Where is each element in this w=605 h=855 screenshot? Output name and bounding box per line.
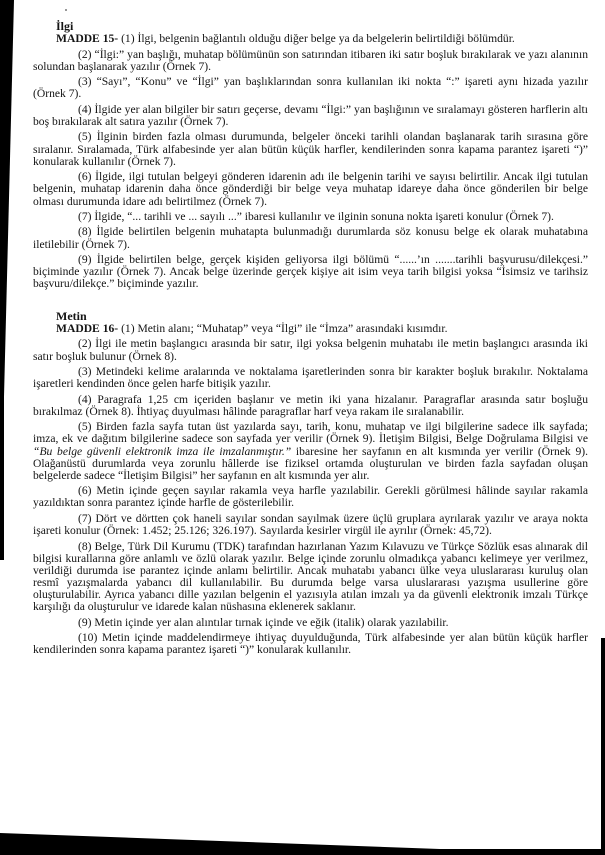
italic-quote: “Bu belge güvenli elektronik imza ile imzalanmıştır.” — [33, 444, 292, 458]
article-paragraph — [33, 323, 588, 335]
paragraph: (10) Metin içinde maddelendirmeye ihtiyaç duyulduğunda, Türk alfabesinde yer alan bütün küçük harfler kendilerinden sonra kapama parantez işareti “)” konularak kullanılır. — [33, 631, 588, 657]
paragraph: (2) İlgi ile metin başlangıcı arasında bir satır, ilgi yoksa belgenin muhatabı ile metin başlangıcı arasında iki satır boşluk bulunur (Örnek 8). — [33, 337, 588, 363]
paragraph-text: (5) Birden fazla sayfa tutan üst yazılarda sayı, tarih, konu, muhatap ve ilgi bilgilerine sadece ilk sayfada; imza, ek ve dağıtım bilgilerine sadece son sayfada yer verilir (Örnek 9). İletişim Bilgisi, Belge Doğrulama Bilgisi ve — [33, 420, 588, 446]
scan-border-bottom-base — [0, 849, 605, 855]
paragraph-text: (1) İlgi, belgenin bağlantılı olduğu diğer belge ya da belgelerin belirtildiği bölümdür. — [121, 32, 515, 46]
article-paragraph — [33, 33, 588, 45]
paragraph: (4) İlgide yer alan bilgiler bir satırı geçerse, devamı “İlgi:” yan başlığının ve sıralamayı gösteren harflerin altı boş bırakılarak alt satıra yazılır (Örnek 7). — [33, 102, 588, 128]
scan-border-left-strip — [0, 0, 4, 560]
paragraph: (8) Belge, Türk Dil Kurumu (TDK) tarafından hazırlanan Yazım Kılavuzu ve Türkçe Sözlük esas alınarak dil bilgisi kurallarına göre anlamlı ve özlü olarak yazılır. Belge içinde zorunlu olmadıkça yabancı kelimeye yer verilmez, verildiği durumda ise parantez içinde anlamı belirtilir. Ancak muhatabı yabancı ülke veya uluslararası kuruluş olan resmî yazışmalarda yabancı dil kullanılabilir. Bu durumda belge varsa uluslararası yazışma usullerine göre oluşturulabilir. Ayrıca yabancı dille yazılan belgenin el yazısıyla atılan imzalı ya da güvenli elektronik imzalı Türkçe karşılığı da oluşturulur ve idarede kalan nüshasına eklenerek saklanır. — [33, 539, 588, 614]
paragraph: (6) İlgide, ilgi tutulan belgeyi gönderen idarenin adı ile belgenin tarihi ve sayısı belirtilir. Ancak ilgi tutulan belgenin, muhatap idarenin daha önce gönderdiği bir belge veya muhatap idareye daha önce gönderilen bir belge olması durumunda idare adı belirtilmez (Örnek 7). — [33, 170, 588, 208]
paragraph: (4) Paragrafa 1,25 cm içeriden başlanır ve metin iki yana hizalanır. Paragraflar arasında satır boşluğu bırakılmaz (Örnek 8). İhtiyaç duyulması hâlinde paragraflar harf veya rakam ile sıralanabilir. — [33, 392, 588, 418]
paragraph: (3) “Sayı”, “Konu” ve “İlgi” yan başlıklarından sonra kullanılan iki nokta “:” işareti aynı hizada yazılır (Örnek 7). — [33, 75, 588, 101]
paragraph: (3) Metindeki kelime aralarında ve noktalama işaretlerinden sonra bir karakter boşluk bırakılır. Noktalama işaretleri kendinden önce gelen harfe bitişik yazılır. — [33, 365, 588, 391]
paragraph: (9) İlgide belirtilen belge, gerçek kişiden geliyorsa ilgi bölümü “......’ın .......tarihli başvurusu/dilekçesi.” biçiminde yazılır (Örnek 7). Ancak belge üzerinde gerçek kişiye ait isim veya tarih bilgisi yoksa “İsimsiz ve tarihsiz başvuru/dilekçe.” biçiminde yazılır. — [33, 253, 588, 291]
paragraph — [33, 421, 588, 482]
section-ilgi — [33, 20, 588, 291]
paragraph-text: ibaresine her sayfanın en alt kısmında yer verilir (Örnek 9). Olağanüstü durumlarda veya zorunlu hâllerde ise fiziksel ortamda oluşturulan ve birden fazla sayfadan oluşan belgelerde sadece “İletişim Bilgisi” her sayfanın en alt kısmında yer alır. — [33, 444, 588, 482]
paragraph: (2) “İlgi:” yan başlığı, muhatap bölümünün son satırından itibaren iki satır boşluk bırakılarak ve yazı alanının solundan başlanarak yazılır (Örnek 7). — [33, 47, 588, 73]
article-label: MADDE 15- — [56, 32, 119, 46]
scan-border-right — [601, 638, 605, 855]
paragraph: (7) Dört ve dörtten çok haneli sayılar sondan sayılmak üzere üçlü gruplara ayrılarak yazılır ve araya nokta işareti konulur (Örnek: 1.452; 25.126; 326.197). Sayılarda kesirler virgül ile ayrılır (Örnek: 45,72). — [33, 511, 588, 538]
paragraph: (9) Metin içinde yer alan alıntılar tırnak içinde ve eğik (italik) olarak yazılabilir. — [78, 615, 449, 629]
document-body — [33, 20, 588, 660]
paragraph: (5) İlginin birden fazla olması durumunda, belgeler önceki tarihli olandan başlanarak tarih sırasına göre sıralanır. Sıralamada, Türk alfabesinde yer alan bütün küçük harfler, kendilerinden sonra kapama parantez işareti “)” konularak kullanılır (Örnek 7). — [33, 130, 588, 168]
scan-speck — [65, 9, 67, 11]
paragraph: (6) Metin içinde geçen sayılar rakamla veya harfle yazılabilir. Gerekli görülmesi hâlinde sayılar rakamla yazıldıktan sonra parantez içinde harfle de gösterilebilir. — [33, 484, 588, 510]
section-title: İlgi — [56, 19, 74, 33]
section-title: Metin — [56, 308, 87, 323]
paragraph: (8) İlgide belirtilen belgenin muhatapta bulunmadığı durumlarda söz konusu belge ek olarak muhatabına iletilebilir (Örnek 7). — [33, 225, 588, 251]
section-metin — [33, 310, 588, 657]
paragraph-text: (1) Metin alanı; “Muhatap” veya “İlgi” ile “İmza” arasındaki kısımdır. — [121, 321, 448, 335]
paragraph: (7) İlgide, “... tarihli ve ... sayılı ...” ibaresi kullanılır ve ilginin sonuna nokta işareti konulur (Örnek 7). — [78, 209, 554, 223]
article-label: MADDE 16- — [56, 321, 119, 335]
